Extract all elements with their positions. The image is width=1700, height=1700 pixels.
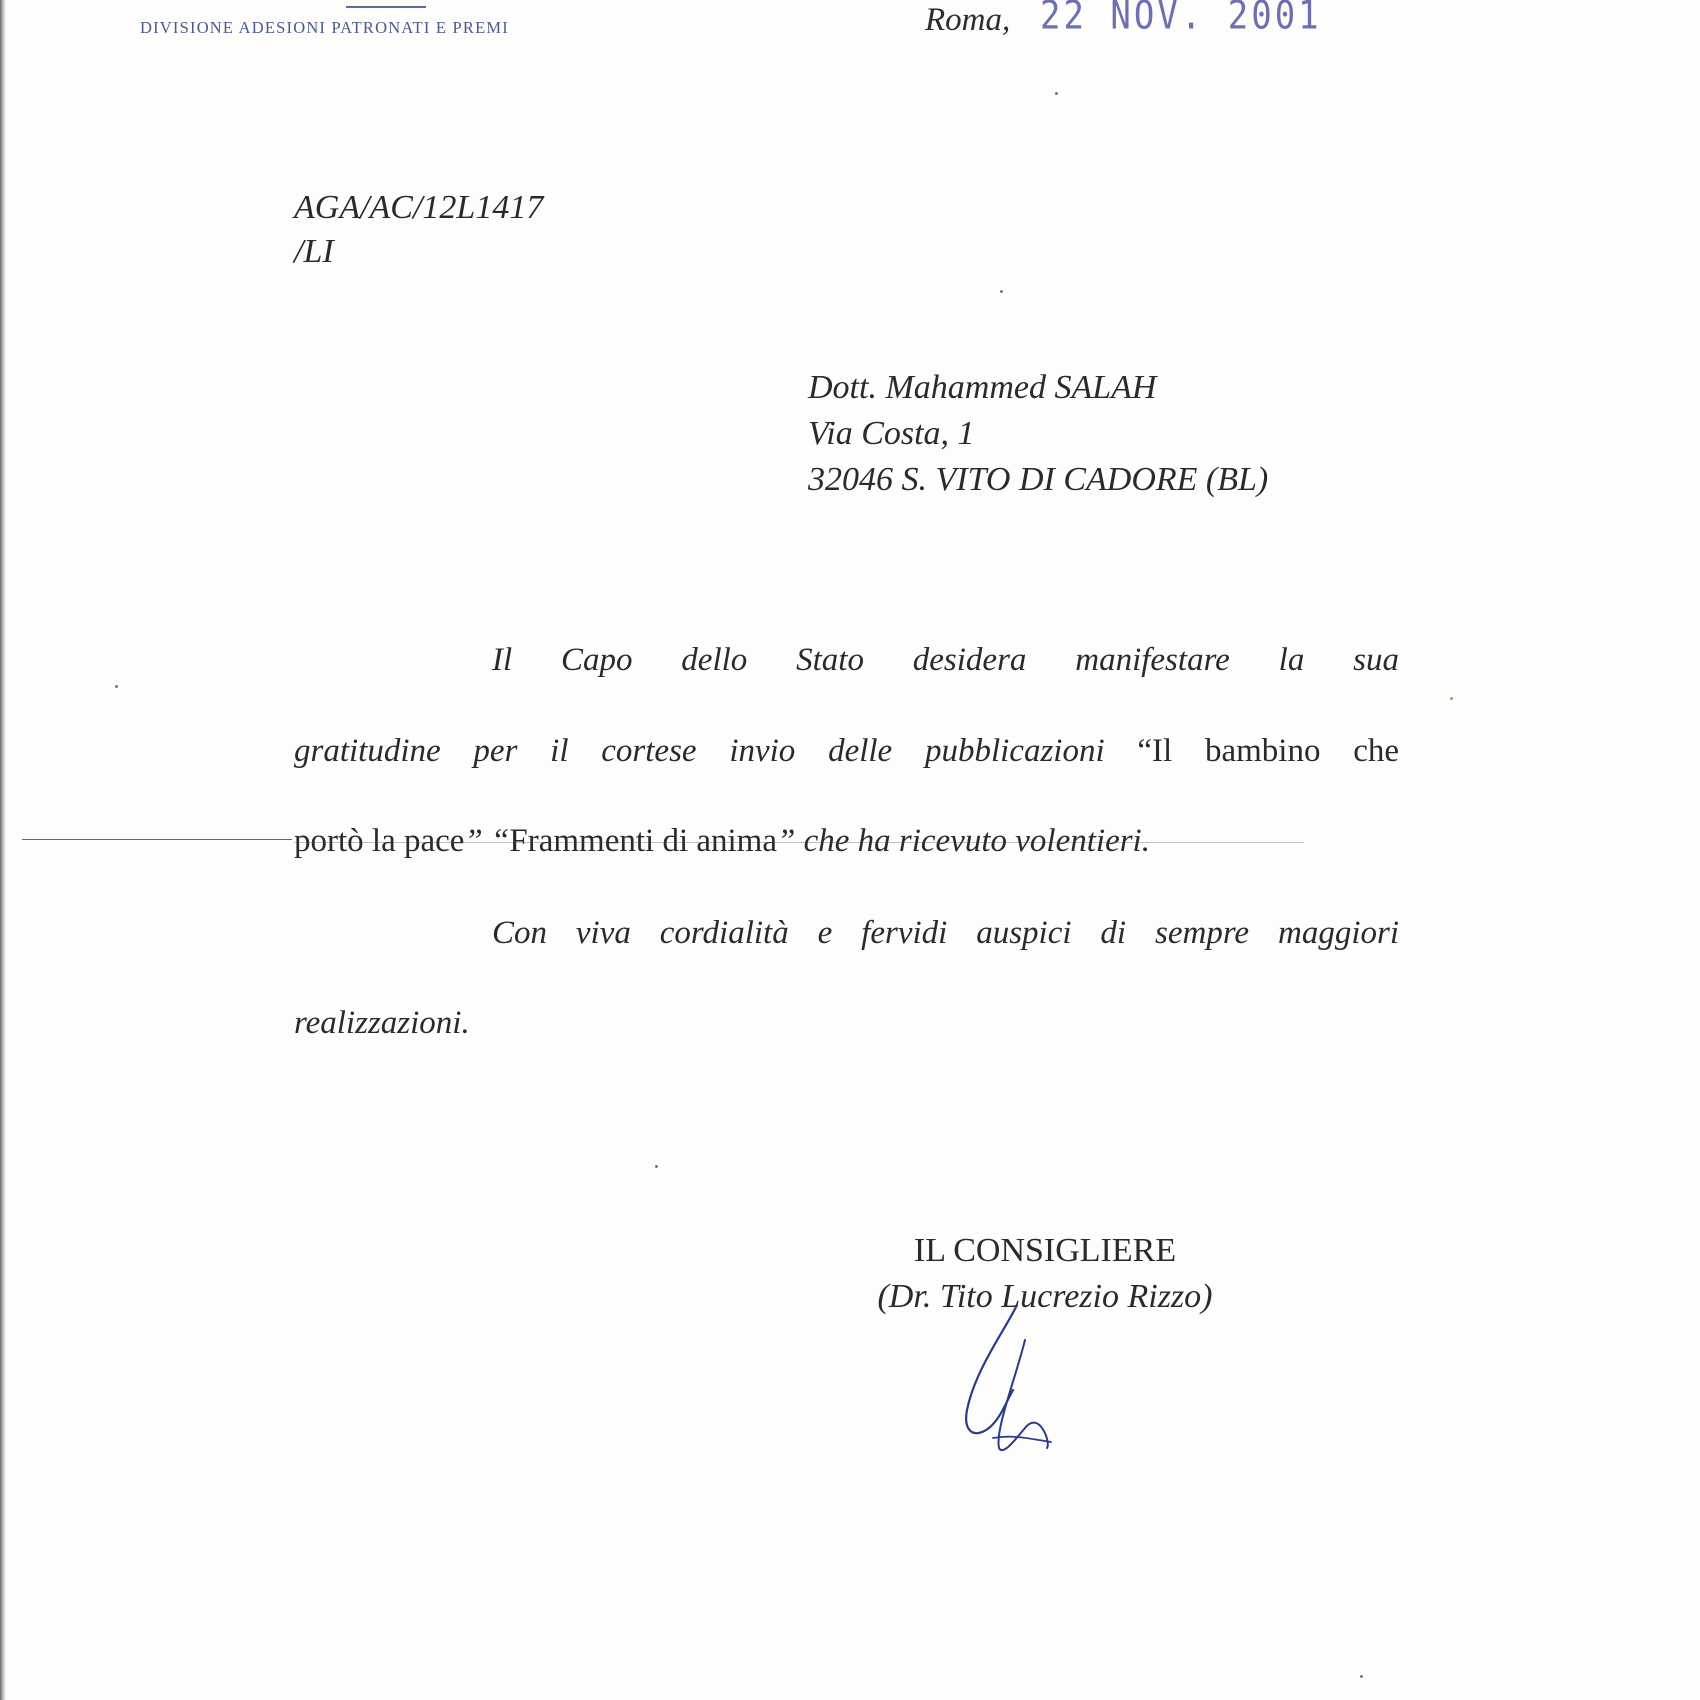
- paper-speck: [655, 1165, 658, 1168]
- letter-place: Roma,: [925, 2, 1011, 38]
- publication-title-1-end: portò la pace: [294, 823, 465, 859]
- letterhead-division: DIVISIONE ADESIONI PATRONATI E PREMI: [140, 18, 509, 37]
- paper-speck: [1450, 697, 1453, 700]
- fold-crease: [294, 842, 1304, 843]
- body-line-5: realizzazioni.: [294, 1005, 470, 1041]
- publication-title-1: “Il bambino che: [1137, 733, 1399, 769]
- reference-code: [294, 186, 543, 274]
- body-text-end: ” che ha ricevuto volentieri.: [777, 823, 1150, 859]
- signer-title: IL CONSIGLIERE: [913, 1232, 1177, 1269]
- recipient-street: Via Costa, 1: [808, 415, 975, 452]
- body-line-2: [294, 733, 1399, 770]
- reference-line-2: /LI: [294, 233, 334, 270]
- signer-name: (Dr. Tito Lucrezio Rizzo): [877, 1278, 1213, 1315]
- title-separator: ” “: [464, 823, 510, 859]
- paper-speck: [1360, 1675, 1363, 1678]
- paper-speck: [1000, 290, 1003, 293]
- recipient-address: [808, 365, 1268, 503]
- paper-speck: [115, 685, 118, 688]
- reference-line-1: AGA/AC/12L1417: [294, 189, 544, 226]
- handwritten-signature: [955, 1300, 1075, 1460]
- body-text: gratitudine per il cortese invio delle pubblicazioni: [294, 733, 1138, 769]
- body-line-1: Il Capo dello Stato desidera manifestare la sua: [492, 642, 1399, 678]
- paper-speck: [1055, 92, 1058, 95]
- fold-line: [22, 839, 292, 840]
- body-line-4: Con viva cordialità e fervidi auspici di sempre maggiori: [492, 915, 1399, 951]
- page-edge: [0, 0, 6, 1700]
- recipient-city: 32046 S. VITO DI CADORE (BL): [808, 461, 1269, 498]
- letterhead-rule: [346, 6, 426, 8]
- date-stamp: 22 NOV. 2001: [1040, 0, 1322, 39]
- recipient-name: Dott. Mahammed SALAH: [808, 369, 1157, 406]
- publication-title-2: Frammenti di anima: [509, 823, 777, 859]
